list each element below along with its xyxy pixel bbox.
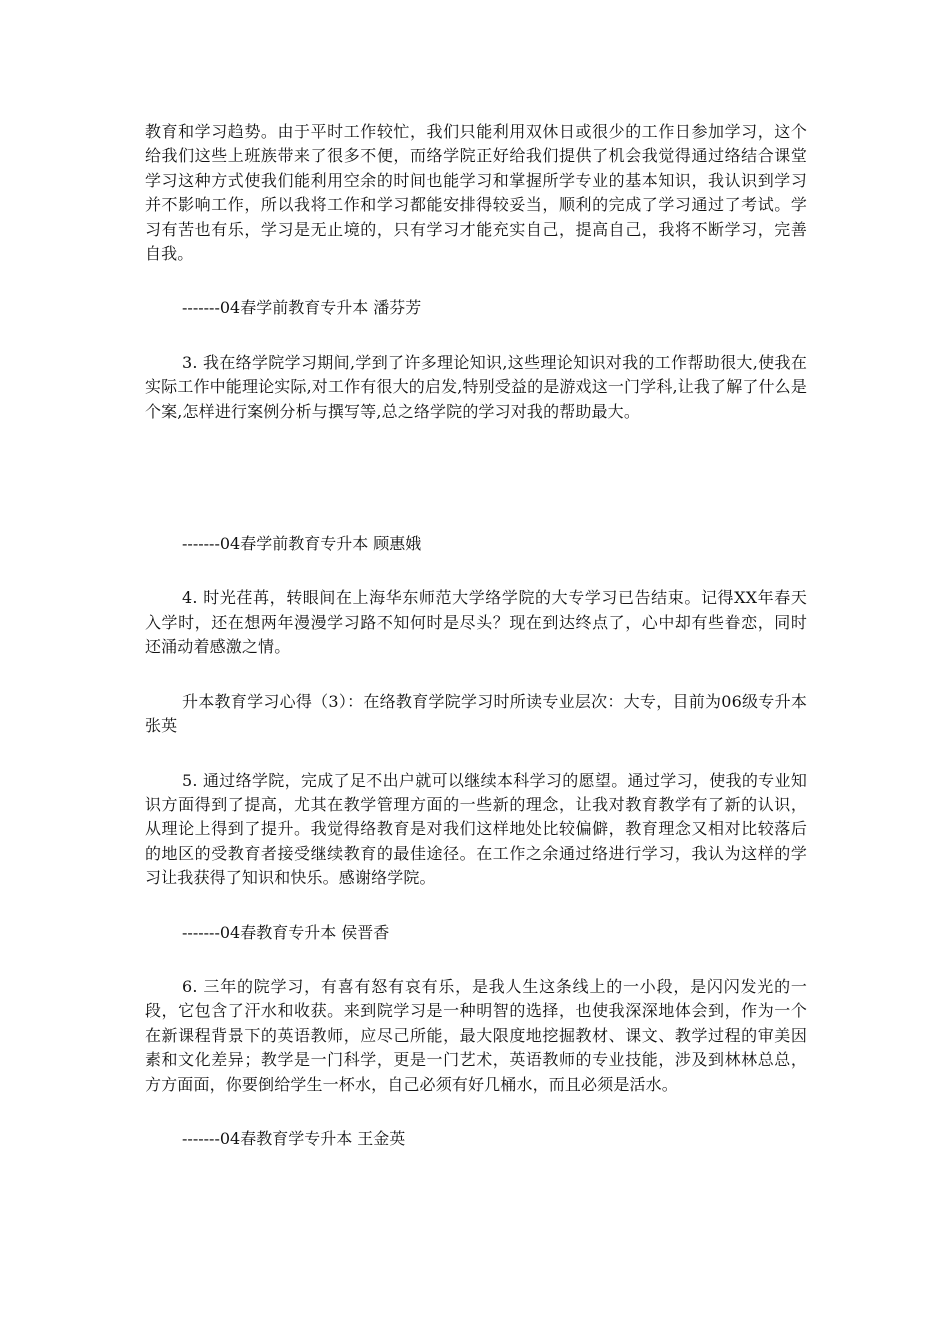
spacer: [145, 739, 807, 769]
section-heading-3: 升本教育学习心得（3）：在络教育学院学习时所读专业层次：大专，目前为06级专升本 张英: [145, 691, 807, 736]
spacer: [145, 266, 807, 296]
paragraph-3: 3. 我在络学院学习期间,学到了许多理论知识,这些理论知识对我的工作帮助很大,使我在实际工作中能理论实际,对工作有很大的启发,特别受益的是游戏这一门学科,让我了解了什么是个案,怎样进行案例分析与撰写等,总之络学院的学习对我的帮助最大。: [145, 352, 807, 421]
spacer: [145, 945, 807, 975]
spacer: [145, 424, 807, 532]
spacer: [145, 1097, 807, 1127]
signature-line-1: -------04春学前教育专升本 潘芬芳: [182, 298, 422, 318]
signature-line-4: -------04春教育学专升本 王金英: [182, 1128, 406, 1148]
signature-line-3: -------04春教育专升本 侯晋香: [182, 922, 390, 942]
spacer: [145, 891, 807, 921]
document-body: [145, 120, 807, 1151]
paragraph-5: 5. 通过络学院，完成了足不出户就可以继续本科学习的愿望。通过学习，使我的专业知识方面得到了提高，尤其在教学管理方面的一些新的理念，让我对教育教学有了新的认识，从理论上得到了提升。我觉得络教育是对我们这样地处比较偏僻，教育理念又相对比较落后的地区的受教育者接受继续教育的最佳途径。在工作之余通过络进行学习，我认为这样的学习让我获得了知识和快乐。感谢络学院。: [145, 770, 807, 888]
spacer: [145, 660, 807, 690]
paragraph-4: 4. 时光荏苒，转眼间在上海华东师范大学络学院的大专学习已告结束。记得XX年春天入学时，还在想两年漫漫学习路不知何时是尽头？现在到达终点了，心中却有些眷恋，同时还涌动着感激之情。: [145, 588, 807, 657]
spacer: [145, 556, 807, 586]
signature-line-2: -------04春学前教育专升本 顾惠娥: [182, 534, 422, 554]
paragraph-intro: 教育和学习趋势。由于平时工作较忙，我们只能利用双休日或很少的工作日参加学习，这个给我们这些上班族带来了很多不便，而络学院正好给我们提供了机会我觉得通过络结合课堂学习这种方式使我们能利用空余的时间也能学习和掌握所学专业的基本知识，我认识到学习并不影响工作，所以我将工作和学习都能安排得较妥当，顺利的完成了学习通过了考试。学习有苦也有乐，学习是无止境的，只有学习才能充实自己，提高自己，我将不断学习，完善自我。: [145, 122, 807, 264]
spacer: [145, 321, 807, 351]
paragraph-6: 6. 三年的院学习，有喜有怒有哀有乐，是我人生这条线上的一小段，是闪闪发光的一段，它包含了汗水和收获。来到院学习是一种明智的选择，也使我深深地体会到，作为一个在新课程背景下的英语教师，应尽己所能，最大限度地挖掘教材、课文、教学过程的审美因素和文化差异；教学是一门科学，更是一门艺术，英语教师的专业技能，涉及到林林总总，方方面面，你要倒给学生一杯水，自己必须有好几桶水，而且必须是活水。: [145, 976, 807, 1094]
